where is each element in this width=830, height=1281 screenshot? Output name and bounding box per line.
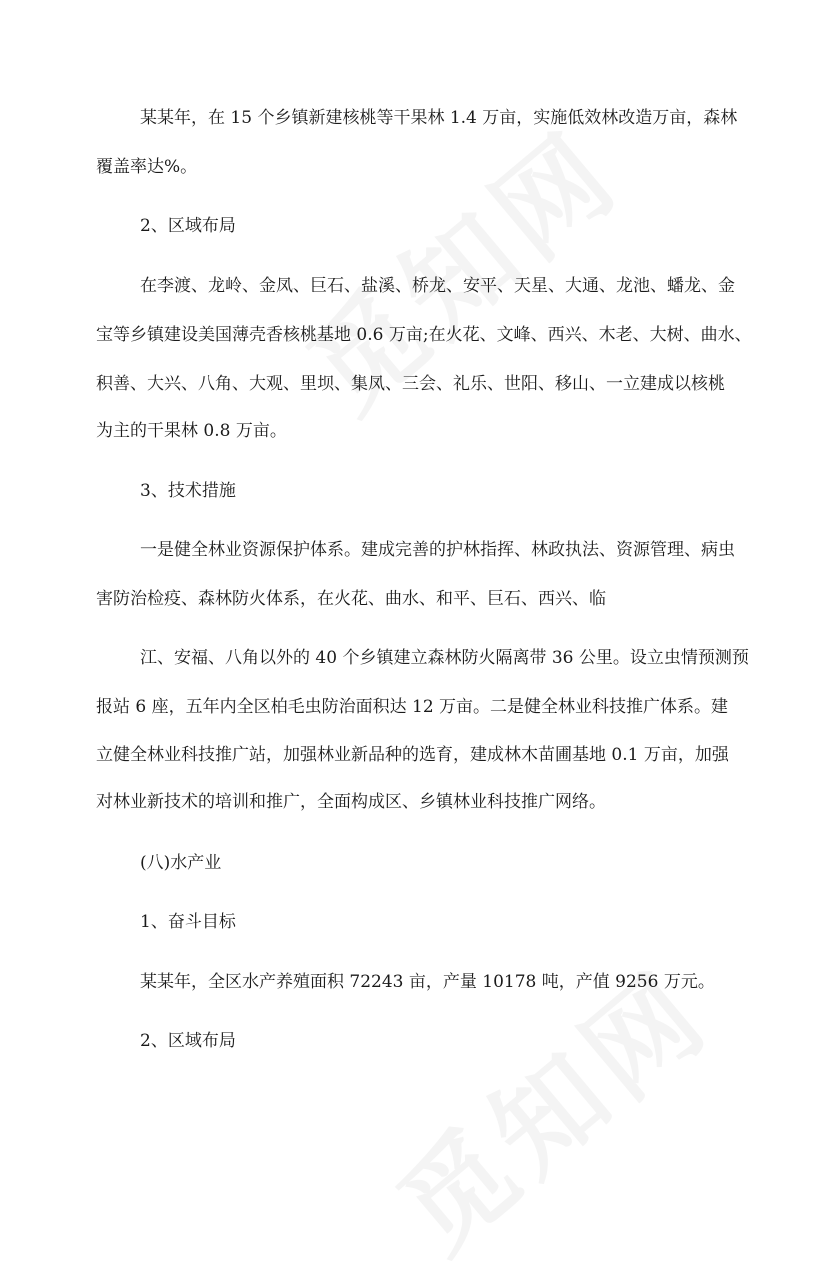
- section-heading: 3、技术措施: [140, 481, 236, 501]
- paragraph-line: 对林业新技术的培训和推广，全面构成区、乡镇林业科技推广网络。: [96, 792, 606, 812]
- paragraph-line: 覆盖率达%。: [96, 157, 198, 177]
- paragraph-line: 在李渡、龙岭、金凤、巨石、盐溪、桥龙、安平、天星、大通、龙池、蟠龙、金: [140, 276, 735, 296]
- paragraph-line: 宝等乡镇建设美国薄壳香核桃基地 0.6 万亩;在火花、文峰、西兴、木老、大树、曲水、: [96, 325, 752, 345]
- paragraph-line: 积善、大兴、八角、大观、里坝、集凤、三会、礼乐、世阳、移山、一立建成以核桃: [96, 374, 725, 394]
- paragraph-line: 为主的干果林 0.8 万亩。: [96, 421, 287, 441]
- paragraph-line: 报站 6 座，五年内全区柏毛虫防治面积达 12 万亩。二是健全林业科技推广体系。建: [96, 697, 729, 717]
- paragraph-line: 江、安福、八角以外的 40 个乡镇建立森林防火隔离带 36 公里。设立虫情预测预: [140, 648, 749, 668]
- paragraph-line: 一是健全林业资源保护体系。建成完善的护林指挥、林政执法、资源管理、病虫: [140, 540, 735, 560]
- paragraph-line: 某某年，在 15 个乡镇新建核桃等干果林 1.4 万亩，实施低效林改造万亩，森林: [140, 108, 738, 128]
- paragraph-line: 某某年，全区水产养殖面积 72243 亩，产量 10178 吨，产值 9256 万元。: [140, 972, 715, 992]
- paragraph-line: 立健全林业科技推广站，加强林业新品种的选育，建成林木苗圃基地 0.1 万亩，加强: [96, 745, 729, 765]
- section-heading: 2、区域布局: [140, 216, 236, 236]
- section-heading: 1、奋斗目标: [140, 912, 236, 932]
- section-heading: (八)水产业: [140, 853, 222, 873]
- section-heading: 2、区域布局: [140, 1031, 236, 1051]
- paragraph-line: 害防治检疫、森林防火体系，在火花、曲水、和平、巨石、西兴、临: [96, 589, 606, 609]
